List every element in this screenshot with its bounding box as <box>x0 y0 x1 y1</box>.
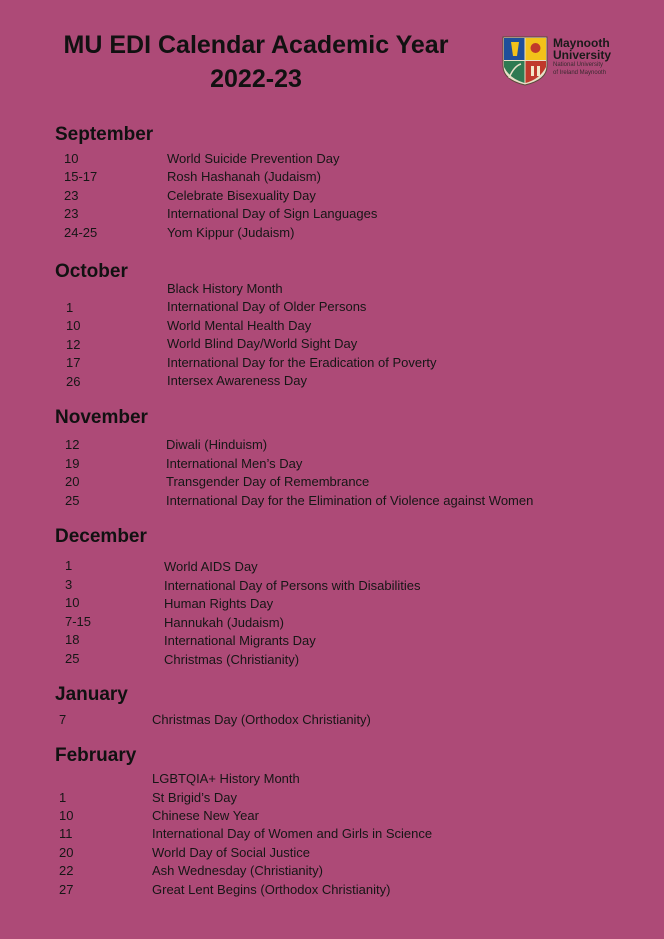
event-date: 18 <box>65 632 80 647</box>
page-title <box>30 28 482 96</box>
event-label: International Day of Older Persons <box>167 299 367 314</box>
event-date: 10 <box>59 808 74 823</box>
event-date: 10 <box>65 595 80 610</box>
logo-subtitle-line-1: National University <box>553 62 604 68</box>
event-date: 25 <box>65 493 80 508</box>
title-line-1: MU EDI Calendar Academic Year <box>63 31 449 59</box>
event-label: International Day of Sign Languages <box>167 206 378 221</box>
event-date: 23 <box>64 206 79 221</box>
event-date: 17 <box>66 355 81 370</box>
event-label: Diwali (Hinduism) <box>166 437 268 452</box>
logo-name-line-2: University <box>553 48 612 62</box>
event-label: World AIDS Day <box>164 559 258 574</box>
month-heading-september: September <box>55 124 154 145</box>
event-label: World Blind Day/World Sight Day <box>167 336 358 351</box>
event-label: Ash Wednesday (Christianity) <box>152 863 323 878</box>
event-label: Intersex Awareness Day <box>167 373 307 388</box>
event-date: 10 <box>66 318 81 333</box>
event-label: LGBTQIA+ History Month <box>152 771 300 786</box>
event-date: 19 <box>65 456 80 471</box>
event-label: Celebrate Bisexuality Day <box>167 188 316 203</box>
month-heading-february: February <box>55 745 137 766</box>
event-date: 7-15 <box>65 614 92 629</box>
title-line-2: 2022-23 <box>210 65 302 93</box>
event-label: International Day of Persons with Disabilities <box>164 578 421 593</box>
event-date: 23 <box>64 188 79 203</box>
university-crest-icon <box>502 36 548 86</box>
event-label: International Day for the Elimination of Violence against Women <box>166 493 534 508</box>
event-label: Hannukah (Judaism) <box>164 615 284 630</box>
event-date: 12 <box>66 337 81 352</box>
event-date: 11 <box>59 826 73 841</box>
event-date: 20 <box>65 474 80 489</box>
event-date: 1 <box>59 790 67 805</box>
event-date: 27 <box>59 882 74 897</box>
event-date: 7 <box>59 712 67 727</box>
event-date: 22 <box>59 863 74 878</box>
event-label: International Migrants Day <box>164 633 316 648</box>
event-label: International Day of Women and Girls in Science <box>152 826 433 841</box>
event-label: Rosh Hashanah (Judaism) <box>167 169 321 184</box>
logo-name-line-1: Maynooth <box>553 36 610 50</box>
event-date: 3 <box>65 577 73 592</box>
event-label: Christmas Day (Orthodox Christianity) <box>152 712 371 727</box>
event-label: World Mental Health Day <box>167 318 312 333</box>
month-heading-january: January <box>55 684 128 705</box>
event-date: 1 <box>66 300 74 315</box>
event-date: 26 <box>66 374 81 389</box>
month-heading-october: October <box>55 261 128 282</box>
event-label: Christmas (Christianity) <box>164 652 300 667</box>
event-date: 20 <box>59 845 74 860</box>
event-label: World Day of Social Justice <box>152 845 310 860</box>
event-label: Yom Kippur (Judaism) <box>167 225 295 240</box>
event-label: St Brigid’s Day <box>152 790 238 805</box>
event-date: 12 <box>65 437 80 452</box>
maynooth-university-logo <box>502 36 622 88</box>
logo-subtitle-line-2: of Ireland Maynooth <box>553 70 607 76</box>
event-date: 25 <box>65 651 80 666</box>
event-label: International Men’s Day <box>166 456 303 471</box>
event-label: Chinese New Year <box>152 808 259 823</box>
event-label: Human Rights Day <box>164 596 274 611</box>
event-date: 24-25 <box>64 225 98 240</box>
event-label: International Day for the Eradication of Poverty <box>167 355 437 370</box>
event-date: 1 <box>65 558 73 573</box>
event-label: Great Lent Begins (Orthodox Christianity) <box>152 882 391 897</box>
month-heading-december: December <box>55 526 147 547</box>
event-label: World Suicide Prevention Day <box>167 151 340 166</box>
month-heading-november: November <box>55 407 148 428</box>
event-date: 15-17 <box>64 169 98 184</box>
event-date: 10 <box>64 151 79 166</box>
event-label: Transgender Day of Remembrance <box>166 474 370 489</box>
event-label: Black History Month <box>167 281 283 296</box>
